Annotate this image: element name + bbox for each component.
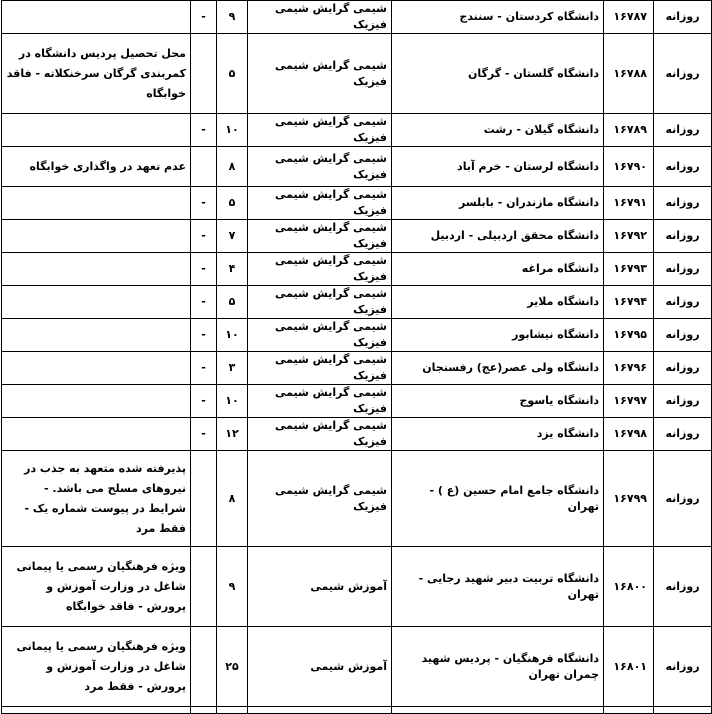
- notes-cell: [2, 220, 191, 253]
- field-cell: شیمی گرایش شیمی فیزیک: [248, 253, 392, 286]
- field-cell: [248, 707, 392, 714]
- notes-cell: [2, 707, 191, 714]
- field-cell: شیمی گرایش شیمی فیزیک: [248, 418, 392, 451]
- program-code-cell: ۱۶۷۹۳: [604, 253, 654, 286]
- field-cell: شیمی گرایش شیمی فیزیک: [248, 286, 392, 319]
- study-type-cell: روزانه: [654, 451, 712, 547]
- capacity-cell: ۵: [217, 286, 248, 319]
- program-code-cell: ۱۶۷۹۷: [604, 385, 654, 418]
- notes-cell: ویژه فرهنگیان رسمی یا پیمانی شاغل در وزارت آموزش و پرورش - فاقد خوابگاه: [2, 547, 191, 627]
- table-row: [2, 253, 712, 286]
- gender-cell: -: [191, 1, 217, 34]
- gender-cell: [191, 707, 217, 714]
- notes-cell: [2, 114, 191, 147]
- study-type-cell: روزانه: [654, 34, 712, 114]
- notes-cell: ویژه فرهنگیان رسمی یا پیمانی شاغل در وزارت آموزش و پرورش - فقط مرد: [2, 627, 191, 707]
- capacity-cell: ۸: [217, 451, 248, 547]
- table-row: [2, 418, 712, 451]
- study-type-cell: روزانه: [654, 385, 712, 418]
- university-cell: دانشگاه مراغه: [392, 253, 604, 286]
- table-row: [2, 114, 712, 147]
- university-cell: دانشگاه یاسوج: [392, 385, 604, 418]
- university-cell: دانشگاه ولی عصر(عج) رفسنجان: [392, 352, 604, 385]
- gender-cell: [191, 627, 217, 707]
- gender-cell: -: [191, 253, 217, 286]
- university-cell: دانشگاه محقق اردبیلی - اردبیل: [392, 220, 604, 253]
- gender-cell: -: [191, 385, 217, 418]
- gender-cell: -: [191, 286, 217, 319]
- notes-cell: [2, 418, 191, 451]
- program-code-cell: ۱۶۷۹۵: [604, 319, 654, 352]
- gender-cell: [191, 147, 217, 187]
- university-cell: دانشگاه یزد: [392, 418, 604, 451]
- gender-cell: [191, 451, 217, 547]
- capacity-cell: ۹: [217, 1, 248, 34]
- program-code-cell: ۱۶۷۹۶: [604, 352, 654, 385]
- table-row: [2, 147, 712, 187]
- program-code-cell: ۱۶۷۸۹: [604, 114, 654, 147]
- table-row: [2, 319, 712, 352]
- table-row: [2, 352, 712, 385]
- university-cell: دانشگاه جامع امام حسین (ع ) - تهران: [392, 451, 604, 547]
- field-cell: شیمی گرایش شیمی فیزیک: [248, 451, 392, 547]
- notes-cell: پذیرفته شده متعهد به جذب در نیروهای مسلح می باشد. - شرایط در پیوست شماره یک - فقط مرد: [2, 451, 191, 547]
- programs-table: [1, 0, 712, 714]
- gender-cell: [191, 34, 217, 114]
- gender-cell: -: [191, 220, 217, 253]
- university-cell: دانشگاه نیشابور: [392, 319, 604, 352]
- program-code-cell: ۱۶۷۹۲: [604, 220, 654, 253]
- study-type-cell: روزانه: [654, 319, 712, 352]
- gender-cell: [191, 547, 217, 627]
- notes-cell: [2, 187, 191, 220]
- gender-cell: -: [191, 418, 217, 451]
- gender-cell: -: [191, 352, 217, 385]
- table-row: [2, 1, 712, 34]
- capacity-cell: ۹: [217, 547, 248, 627]
- capacity-cell: ۱۰: [217, 319, 248, 352]
- field-cell: شیمی گرایش شیمی فیزیک: [248, 319, 392, 352]
- field-cell: شیمی گرایش شیمی فیزیک: [248, 220, 392, 253]
- table-row: [2, 707, 712, 714]
- study-type-cell: روزانه: [654, 1, 712, 34]
- capacity-cell: ۳: [217, 352, 248, 385]
- capacity-cell: [217, 707, 248, 714]
- university-cell: دانشگاه فرهنگیان - پردیس شهید چمران تهران: [392, 627, 604, 707]
- program-code-cell: ۱۶۷۹۴: [604, 286, 654, 319]
- field-cell: شیمی گرایش شیمی فیزیک: [248, 114, 392, 147]
- table-row: [2, 451, 712, 547]
- study-type-cell: روزانه: [654, 147, 712, 187]
- university-cell: دانشگاه گلستان - گرگان: [392, 34, 604, 114]
- study-type-cell: روزانه: [654, 286, 712, 319]
- field-cell: شیمی گرایش شیمی فیزیک: [248, 352, 392, 385]
- notes-cell: [2, 1, 191, 34]
- study-type-cell: روزانه: [654, 114, 712, 147]
- capacity-cell: ۸: [217, 147, 248, 187]
- capacity-cell: ۱۲: [217, 418, 248, 451]
- university-cell: دانشگاه گیلان - رشت: [392, 114, 604, 147]
- capacity-cell: ۷: [217, 220, 248, 253]
- capacity-cell: ۴: [217, 253, 248, 286]
- university-cell: دانشگاه مازندران - بابلسر: [392, 187, 604, 220]
- program-code-cell: [604, 707, 654, 714]
- university-cell: دانشگاه لرستان - خرم آباد: [392, 147, 604, 187]
- study-type-cell: [654, 707, 712, 714]
- notes-cell: [2, 319, 191, 352]
- program-code-cell: ۱۶۷۹۹: [604, 451, 654, 547]
- study-type-cell: روزانه: [654, 627, 712, 707]
- notes-cell: عدم تعهد در واگذاری خوابگاه: [2, 147, 191, 187]
- program-code-cell: ۱۶۸۰۱: [604, 627, 654, 707]
- table-row: [2, 627, 712, 707]
- field-cell: شیمی گرایش شیمی فیزیک: [248, 147, 392, 187]
- notes-cell: [2, 286, 191, 319]
- capacity-cell: ۵: [217, 34, 248, 114]
- study-type-cell: روزانه: [654, 253, 712, 286]
- table-row: [2, 286, 712, 319]
- field-cell: آموزش شیمی: [248, 547, 392, 627]
- program-code-cell: ۱۶۷۹۱: [604, 187, 654, 220]
- program-code-cell: ۱۶۷۸۷: [604, 1, 654, 34]
- program-code-cell: ۱۶۷۹۰: [604, 147, 654, 187]
- field-cell: آموزش شیمی: [248, 627, 392, 707]
- gender-cell: -: [191, 319, 217, 352]
- field-cell: شیمی گرایش شیمی فیزیک: [248, 187, 392, 220]
- notes-cell: [2, 352, 191, 385]
- program-code-cell: ۱۶۷۸۸: [604, 34, 654, 114]
- program-code-cell: ۱۶۷۹۸: [604, 418, 654, 451]
- table-row: [2, 385, 712, 418]
- notes-cell: [2, 385, 191, 418]
- study-type-cell: روزانه: [654, 352, 712, 385]
- table-row: [2, 187, 712, 220]
- capacity-cell: ۱۰: [217, 385, 248, 418]
- capacity-cell: ۲۵: [217, 627, 248, 707]
- university-cell: دانشگاه تربیت دبیر شهید رجایی - تهران: [392, 547, 604, 627]
- gender-cell: -: [191, 187, 217, 220]
- table-row: [2, 34, 712, 114]
- university-cell: دانشگاه کردستان - سنندج: [392, 1, 604, 34]
- study-type-cell: روزانه: [654, 187, 712, 220]
- study-type-cell: روزانه: [654, 547, 712, 627]
- table-row: [2, 220, 712, 253]
- gender-cell: -: [191, 114, 217, 147]
- program-code-cell: ۱۶۸۰۰: [604, 547, 654, 627]
- notes-cell: [2, 253, 191, 286]
- university-cell: [392, 707, 604, 714]
- field-cell: شیمی گرایش شیمی فیزیک: [248, 385, 392, 418]
- capacity-cell: ۵: [217, 187, 248, 220]
- capacity-cell: ۱۰: [217, 114, 248, 147]
- study-type-cell: روزانه: [654, 418, 712, 451]
- notes-cell: محل تحصیل پردیس دانشگاه در کمربندی گرگان سرخنکلاته - فاقد خوابگاه: [2, 34, 191, 114]
- study-type-cell: روزانه: [654, 220, 712, 253]
- table-row: [2, 547, 712, 627]
- field-cell: شیمی گرایش شیمی فیزیک: [248, 1, 392, 34]
- university-cell: دانشگاه ملایر: [392, 286, 604, 319]
- field-cell: شیمی گرایش شیمی فیزیک: [248, 34, 392, 114]
